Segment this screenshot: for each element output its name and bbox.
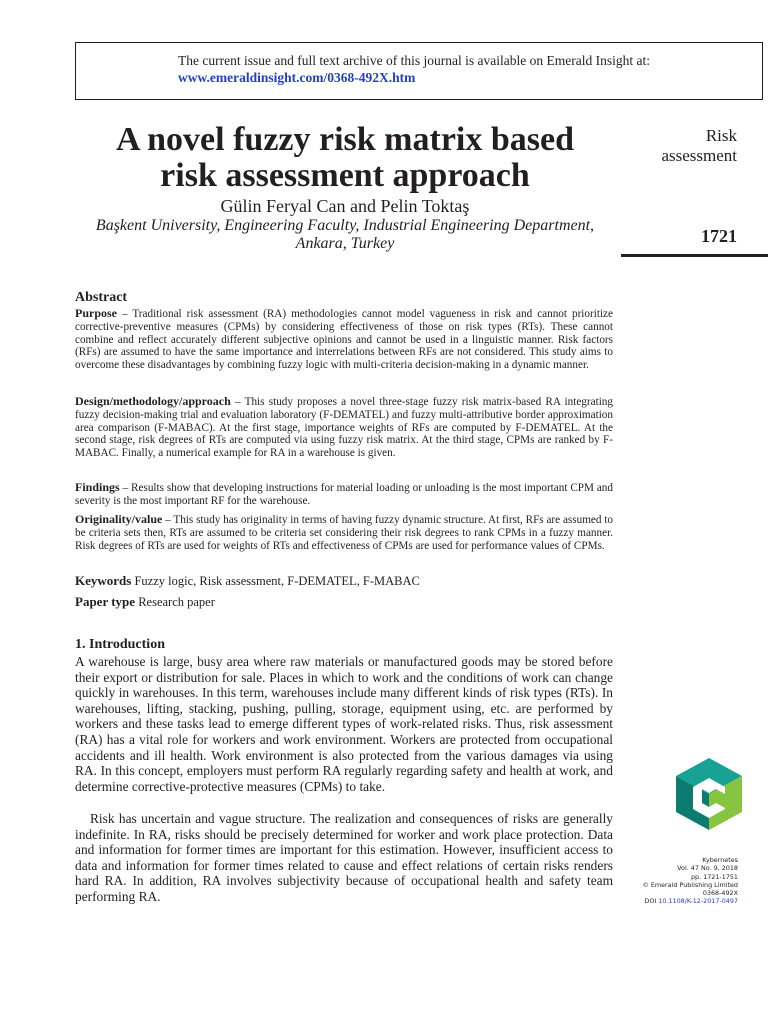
page-number: 1721: [701, 226, 737, 246]
journal-archive-link[interactable]: www.emeraldinsight.com/0368-492X.htm: [178, 70, 416, 85]
introduction-paragraph-1: A warehouse is large, busy area where raw materials or manufactured goods may be stored before their export or distribution for sale. Places in which to work and the conditions of work can change quickly in warehouses. In this term, warehouses include many different kinds of risk types (RTs). In warehouses, lifting, stacking, pushing, pulling, storage, equipment using, etc. are performed by workers and these tasks lead to emerge different types of work-related risks. Thus, risk assessment (RA) has a vital role for workers and work environment. Workers are protected from occupational accidents and ill health. Work environment is also protected from the various damages via using RA. In this concept, employers must perform RA regularly regarding safety and health at work, and determine corrective-protective measures (CPMs) to take.: [75, 654, 613, 794]
introduction-heading: 1. Introduction: [75, 637, 165, 652]
journal-name: Kybernetes: [702, 856, 738, 864]
affiliation-line-1: Başkent University, Engineering Faculty, Industrial Engineering Department,: [95, 217, 595, 234]
article-authors: Gülin Feryal Can and Pelin Toktaş: [220, 196, 470, 216]
journal-issn: 0368-492X: [702, 889, 738, 898]
journal-volume: Vol. 47 No. 9, 2018: [677, 864, 738, 873]
margin-divider: [621, 254, 768, 257]
journal-pages: pp. 1721-1751: [690, 872, 738, 881]
purpose-label: Purpose: [75, 306, 117, 320]
abstract-purpose: [75, 307, 613, 372]
abstract-paper-type: [75, 594, 215, 610]
abstract-originality: [75, 513, 613, 552]
originality-text: – This study has originality in terms of having fuzzy dynamic structure. At first, RFs are assumed to be criteria sets then, RTs are assumed to be criteria set considering their risk degrees to rank CPMs in a fuzzy manner. Risk degrees of RTs are used for weights of RTs and effectiveness of CPMs are used for performance values of CPMs.: [75, 514, 613, 552]
design-text: – This study proposes a novel three-stage fuzzy risk matrix-based RA integrating fuzzy decision-making trial and evaluation laboratory (F-DEMATEL) and fuzzy multi-attributive border approximation area comparison (F-MABAC). At the first stage, importance weights of RFs are computed by F-DEMATEL. At the second stage, risk degrees of RTs are computed via using fuzzy risk matrix. At the third stage, CPMs are ranked by F-MABAC. Finally, a numerical example for RA in a warehouse is given.: [75, 396, 613, 460]
abstract-findings: [75, 481, 613, 508]
emerald-logo-icon: [676, 758, 742, 830]
running-head: [630, 126, 737, 166]
running-head-line-1: Risk: [705, 126, 737, 145]
abstract-design: [75, 395, 613, 460]
journal-copyright: © Emerald Publishing Limited: [642, 880, 738, 889]
findings-text: – Results show that developing instructions for material loading or unloading is the most important CPM and severity is the most important RF for the warehouse.: [75, 482, 613, 507]
article-title-line-1: A novel fuzzy risk matrix based: [115, 121, 575, 158]
article-title: [75, 122, 615, 194]
originality-label: Originality/value: [75, 512, 163, 526]
paper-type-label: Paper type: [75, 594, 136, 609]
abstract-keywords: [75, 573, 420, 589]
doi-link[interactable]: 10.1108/K-12-2017-0497: [658, 897, 738, 906]
design-label: Design/methodology/approach: [75, 394, 231, 408]
abstract-heading: Abstract: [75, 290, 128, 305]
purpose-text: – Traditional risk assessment (RA) methodologies cannot model vagueness in risk and cannot prioritize corrective-preventive measures (CPMs) by considering effectiveness of those on risk types (RTs). These cannot combine and reflect accurately different subjective opinions and cannot be used in a linguistic manner. Risk factors (RFs) are assumed to have the same importance and interrelations between RFs are not considered. This study aims to overcome these disadvantages by combining fuzzy logic with multi-criteria decision-making in a dynamic manner.: [75, 308, 613, 372]
journal-doi: [612, 897, 738, 905]
article-affiliation: [75, 217, 615, 253]
keywords-text: Fuzzy logic, Risk assessment, F-DEMATEL, F-MABAC: [131, 574, 420, 588]
introduction-paragraph-2: Risk has uncertain and vague structure. The realization and consequences of risks are generally indefinite. In RA, risks should be precisely determined for worker and work place protection. Data and information for former times are important for this estimation. However, insufficient access to data and information for former times related to cause and effect relations of certain risks renders hard RA. In addition, RA involves subjectivity because of occupational health and safety team performing RA.: [75, 811, 613, 904]
journal-notice-text: The current issue and full text archive of this journal is available on Emerald Insight at:: [178, 53, 650, 68]
journal-info: [612, 856, 738, 906]
article-title-line-2: risk assessment approach: [160, 157, 530, 194]
doi-label: DOI: [644, 897, 657, 906]
affiliation-line-2: Ankara, Turkey: [295, 235, 395, 252]
findings-label: Findings: [75, 480, 120, 494]
keywords-label: Keywords: [75, 573, 132, 588]
running-head-line-2: assessment: [661, 146, 737, 165]
paper-type-text: Research paper: [135, 595, 215, 609]
